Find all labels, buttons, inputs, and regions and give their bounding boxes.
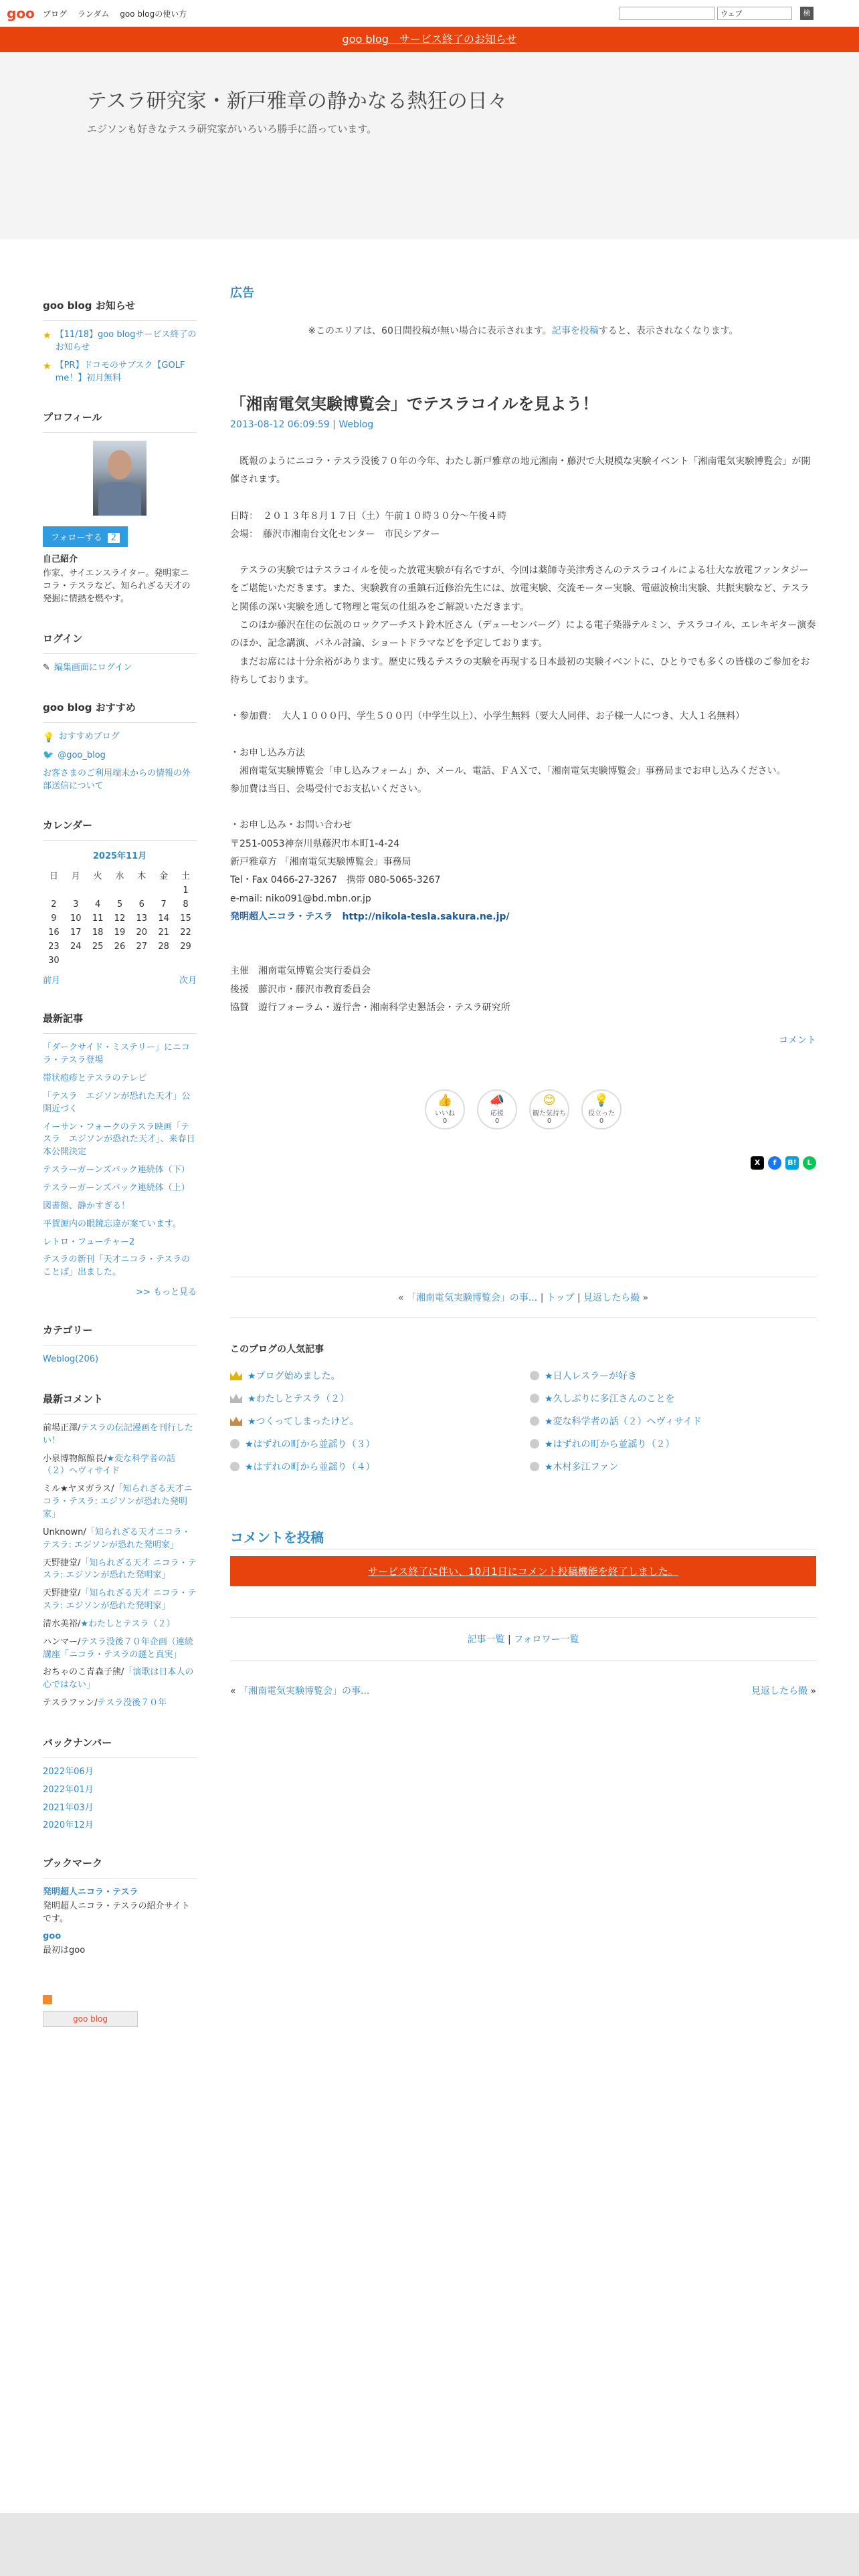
crown-icon [230, 1394, 242, 1403]
post-paragraph [230, 798, 816, 817]
day: 14 [158, 914, 169, 924]
next-month-link[interactable]: 次月 [179, 976, 197, 986]
post-paragraph [230, 726, 816, 744]
post-paragraph: Tel・Fax 0466-27-3267 携帯 080-5065-3267 [230, 875, 441, 886]
post-meta: 2013-08-12 06:09:59 | Weblog [230, 419, 374, 430]
post-paragraph: 湘南電気実験博覧会「申し込みフォーム」か、メール、電話、ＦＡＸで、「湘南電気実験博覧会」事務局までお申し込みください。 [230, 765, 786, 776]
pencil-icon: ✎ [43, 662, 50, 673]
calendar-section [43, 818, 197, 986]
comments-section [43, 1392, 197, 1710]
blog-description: エジソンも好きなテスラ研究家がいろいろ勝手に語っています。 [87, 123, 377, 135]
bulb-icon: 💡 [43, 732, 55, 743]
reaction-cheer[interactable]: 📣 応援 0 [477, 1089, 517, 1130]
external-info-link[interactable]: お客さまのご利用端末からの情報の外部送信について [43, 768, 191, 791]
day: 26 [114, 942, 126, 952]
prev-next-nav: « 「湘南電気実験博覧会」の事... 見返したら撮 » [230, 1686, 816, 1697]
day: 27 [136, 942, 148, 952]
comment-post-link[interactable]: 「演歌は日本人の心ではない」 [43, 1667, 194, 1691]
reaction-useful[interactable]: 💡 役立った 0 [581, 1089, 622, 1130]
backnumber-link[interactable]: 2021年03月 [43, 1802, 94, 1813]
comment-author: 清水美裕 [43, 1618, 78, 1629]
day [65, 954, 87, 968]
comment-author: テスラファン [43, 1698, 95, 1709]
popular-link[interactable]: ★はずれの町から並謡り（３） [245, 1439, 375, 1451]
popular-title: このブログの人気記事 [230, 1344, 324, 1356]
day [153, 883, 175, 897]
day: 23 [48, 942, 60, 952]
day: 13 [136, 914, 148, 924]
backnumber-link[interactable]: 2022年06月 [43, 1766, 94, 1777]
day: 28 [158, 942, 169, 952]
popular-link[interactable]: ★ブログ始めました。 [248, 1371, 341, 1382]
calendar-table [43, 867, 197, 968]
follow-button[interactable]: フォローする 2 [43, 526, 128, 547]
page-body [0, 239, 859, 2513]
post-paragraph: ・お申し込み・お問い合わせ [230, 820, 352, 831]
comment-item: ハンマー/テスラ没後７０年企画（連続講座「ニコラ・テスラの謎と真実」 [43, 1636, 193, 1660]
comment-post-link[interactable]: ★変な科学者の話（２）ヘヴィサイド [43, 1453, 176, 1477]
post-paragraph: このほか藤沢在住の伝説のロックアーチスト鈴木匠さん（デューセンバーグ）による電子楽器テルミン、テスラコイル、エレキギター演奏のほか、記念講演、パネル討論、ショートドラマなどを予定しております。 [230, 620, 816, 649]
backnumber-link[interactable]: 2020年12月 [43, 1820, 94, 1830]
line-share-icon[interactable]: L [803, 1156, 816, 1170]
prev-post-link[interactable]: 「湘南電気実験博覧会」の事... [239, 1686, 370, 1697]
popular-link[interactable]: ★木村多江ファン [545, 1462, 619, 1473]
post-pager: « 「湘南電気実験博覧会」の事... | トップ | 見返したら撮 » [230, 1277, 816, 1318]
login-section [43, 631, 197, 675]
comment-item: 小泉博物館館長/★変な科学者の話（２）ヘヴィサイド [43, 1453, 176, 1477]
bookmark-link[interactable]: goo [43, 1931, 62, 1942]
recent-post-link[interactable]: テスラーガーンズバック連続体（下） [43, 1165, 190, 1176]
popular-link[interactable]: ★久しぶりに多江さんのことを [545, 1394, 675, 1405]
next-post-link[interactable]: 見返したら撮 [583, 1293, 640, 1304]
more-posts-link[interactable]: >> もっと見る [136, 1287, 197, 1298]
day: 11 [92, 914, 104, 924]
footer [0, 2513, 859, 2576]
comment-post-link[interactable]: テスラの伝記漫画を刊行したい！ [43, 1422, 193, 1446]
day: 21 [158, 928, 169, 938]
ad-note: ※このエリアは、60日間投稿が無い場合に表示されます。記事を投稿すると、表示されなくなります。 [308, 326, 739, 336]
post-category-link[interactable]: Weblog [339, 419, 374, 430]
post-paragraph: 会場： 藤沢市湘南台文化センター 市民シアター [230, 528, 440, 540]
day: 29 [180, 942, 191, 952]
recent-post-link[interactable]: 「テスラ エジソンが恐れた天才」公開近づく [43, 1091, 191, 1114]
recent-section [43, 1011, 197, 1297]
main-content [230, 284, 816, 1697]
popular-link[interactable]: ★はずれの町から並謡り（２） [545, 1439, 675, 1451]
popular-list [230, 1369, 816, 1473]
backnumber-title: バックナンバー [43, 1735, 197, 1758]
comment-post-link[interactable]: 「知られざる天才 ニコラ・テスラ: エジソンが恐れた発明家」 [43, 1588, 197, 1612]
comment-author: 天野捷堂 [43, 1588, 78, 1599]
comment-author: Unknown [43, 1527, 84, 1537]
comment-post-link[interactable]: テスラ没後７０年企画（連続講座「ニコラ・テスラの謎と真実」 [43, 1636, 193, 1660]
rss-icon[interactable] [43, 1995, 52, 2004]
weekday: 水 [115, 871, 124, 882]
comment-author: 小泉博物館館長 [43, 1453, 104, 1464]
bookmark-title: ブックマーク [43, 1856, 197, 1879]
prev-month-link[interactable]: 前月 [43, 976, 61, 986]
popular-link[interactable]: ★わたしとテスラ（２） [248, 1394, 349, 1405]
rank-icon [530, 1394, 539, 1403]
day [87, 883, 109, 897]
top-link[interactable]: トップ [546, 1293, 575, 1304]
service-end-notice [0, 27, 859, 52]
rank-icon [530, 1462, 539, 1471]
post-paragraph: 既報のようにニコラ・テスラ没後７０年の今年、わたし新戸雅章の地元湘南・藤沢で大規模な実験イベント「湘南電気実験博覧会」が開催されます。 [230, 456, 811, 486]
lightbulb-icon: 💡 [593, 1093, 609, 1108]
day: 6 [138, 899, 145, 910]
megaphone-icon: 📣 [489, 1093, 505, 1108]
follow-count: 2 [108, 533, 120, 543]
recent-post-link[interactable]: テスラの新刊「天才ニコラ・テスラのことば」出ました。 [43, 1255, 190, 1278]
weekday: 木 [137, 871, 147, 882]
search-button[interactable]: 検 [800, 7, 814, 20]
category-title: カテゴリー [43, 1323, 197, 1346]
day [109, 954, 131, 968]
search-scope-select[interactable]: ウェブ [717, 7, 792, 20]
post-paragraph: ・お申し込み方法 [230, 747, 305, 758]
backnumber-link[interactable]: 2022年01月 [43, 1784, 94, 1795]
profile-title: プロフィール [43, 410, 197, 433]
rank-icon [530, 1416, 539, 1426]
search-input[interactable] [619, 7, 714, 20]
day: 20 [136, 928, 148, 938]
star-icon: ★ [43, 330, 52, 341]
comment-post-link[interactable]: テスラ没後７０年 [97, 1698, 167, 1709]
post-body [230, 453, 816, 1017]
ad-title: 広告 [230, 286, 254, 300]
post-list-link[interactable]: 記事一覧 [467, 1634, 505, 1646]
day: 10 [70, 914, 82, 924]
day: 4 [94, 899, 101, 910]
avatar[interactable] [93, 441, 147, 516]
announce-section [43, 298, 197, 385]
reaction-like[interactable]: 👍 いいね 0 [425, 1089, 465, 1130]
crown-icon [230, 1371, 242, 1380]
post-paragraph: まだお席には十分余裕があります。歴史に残るテスラの実験を再現する日本最初の実験イベントに、ひとりでも多くの皆様のご参加をお待ちしております。 [230, 656, 810, 685]
post-paragraph: 日時： ２０１３年８月１７日（土）午前１０時３０分〜午後４時 [230, 510, 506, 522]
comment-item: 前場正澤/テスラの伝記漫画を刊行したい！ [43, 1422, 193, 1446]
comments-title: 最新コメント [43, 1392, 197, 1414]
facebook-share-icon[interactable]: f [768, 1156, 781, 1170]
rank-icon [230, 1462, 240, 1471]
blog-header [0, 52, 859, 239]
day [130, 954, 153, 968]
comment-item: おちゃのこ青森子熊/「演歌は日本人の心ではない」 [43, 1667, 194, 1691]
post-comment-title: コメントを投稿 [230, 1527, 816, 1549]
nav-howto[interactable]: goo blogの使い方 [120, 9, 187, 19]
comment-post-link[interactable]: 「知られざる天才ニコラ・テスラ: エジソンが恐れた発明家」 [43, 1484, 193, 1519]
comment-item: 天野捷堂/「知られざる天才 ニコラ・テスラ: エジソンが恐れた発明家」 [43, 1588, 197, 1612]
org-line: 協賛 遊行フォーラム・遊行舎・湘南科学史懇話会・テスラ研究所 [230, 1002, 510, 1013]
weekday: 金 [159, 871, 169, 882]
backnumber-section [43, 1735, 197, 1830]
day [87, 954, 109, 968]
category-section [43, 1323, 197, 1366]
follower-list-link[interactable]: フォロワー一覧 [514, 1634, 579, 1646]
goo-blog-badge[interactable]: goo blog [43, 2011, 138, 2027]
x-share-icon[interactable]: X [751, 1156, 764, 1170]
smile-icon: 😊 [543, 1093, 556, 1108]
post-paragraph: 新戸雅章方 「湘南電気実験博覧会」事務局 [230, 857, 411, 868]
next-post-link[interactable]: 見返したら撮 [751, 1686, 807, 1697]
day: 18 [92, 928, 104, 938]
rank-icon [230, 1439, 240, 1448]
calendar-nav [43, 973, 197, 986]
day: 25 [92, 942, 104, 952]
announce-link[interactable]: 【PR】ドコモのサブスク【GOLF me！】初月無料 [55, 360, 185, 383]
recent-post-link[interactable]: 帯状疱疹とテスラのテレビ [43, 1073, 147, 1084]
announce-title: goo blog お知らせ [43, 298, 197, 321]
x-icon: 🐦 [43, 750, 54, 760]
comment-closed-notice[interactable]: サービス終了に伴い、10月1日にコメント投稿機能を終了しました。 [230, 1556, 816, 1586]
bookmark-desc: 発明超人ニコラ・テスラの紹介サイトです。 [43, 1901, 190, 1924]
weekday: 土 [181, 871, 191, 882]
day: 19 [114, 928, 126, 938]
top-nav [43, 8, 195, 19]
list-links: 記事一覧 | フォロワー一覧 [230, 1617, 816, 1661]
day [153, 954, 175, 968]
post-paragraph [230, 544, 816, 562]
star-icon: ★ [43, 360, 52, 372]
comment-item: 天野捷堂/「知られざる天才 ニコラ・テスラ: エジソンが恐れた発明家」 [43, 1558, 197, 1581]
day: 24 [70, 942, 82, 952]
day: 15 [180, 914, 191, 924]
day [65, 883, 87, 897]
comment-link[interactable]: コメント [779, 1035, 816, 1047]
intro-title: 自己紹介 [43, 554, 78, 565]
goo-logo[interactable]: goo [7, 5, 35, 21]
recent-post-link[interactable]: テスラーガーンズバック連続体（上） [43, 1183, 190, 1194]
post-paragraph [230, 490, 816, 508]
recommend-link[interactable]: @goo_blog [58, 750, 106, 760]
intro-text: 作家、サイエンスライター。発明家ニコラ・テスラなど、知られざる天才の発掘に情熱を燃やす。 [43, 568, 191, 604]
bookmark-section [43, 1856, 197, 1957]
popular-link[interactable]: ★変な科学者の話（２）ヘヴィサイド [545, 1416, 702, 1428]
comment-item: テスラファン/テスラ没後７０年 [43, 1698, 167, 1709]
day [175, 954, 197, 968]
rank-icon [530, 1371, 539, 1380]
calendar-title: カレンダー [43, 818, 197, 841]
day: 12 [114, 914, 126, 924]
comment-item: Unknown/「知られざる天才ニコラ・テスラ: エジソンが恐れた発明家」 [43, 1527, 191, 1550]
day: 16 [48, 928, 60, 938]
weekday: 日 [49, 871, 58, 882]
day: 9 [51, 914, 57, 924]
weekday: 月 [71, 871, 80, 882]
comment-author: おちゃのこ青森子熊 [43, 1667, 122, 1678]
day [43, 883, 65, 897]
comment-post-link[interactable]: ★わたしとテスラ（２） [80, 1618, 175, 1629]
comment-item: ミル★ヤヌガラス/「知られざる天才ニコラ・テスラ: エジソンが恐れた発明家」 [43, 1484, 193, 1519]
day: 3 [73, 899, 79, 910]
rank-icon [530, 1439, 539, 1448]
recent-title: 最新記事 [43, 1011, 197, 1034]
org-line: 後援 藤沢市・藤沢市教育委員会 [230, 984, 371, 995]
recent-post-link[interactable]: イーサン・フォークのテスラ映画「テスラ エジソンが恐れた天才」、来春日本公開決定 [43, 1121, 195, 1158]
bookmark-desc: 最初はgoo [43, 1945, 86, 1956]
login-title: ログイン [43, 631, 197, 654]
recent-post-link[interactable]: 平賀源内の眼鏡忘違が案ています。 [43, 1218, 181, 1229]
day: 7 [161, 899, 167, 910]
post-paragraph: テスラの実験ではテスラコイルを使った放電実験が有名ですが、今回は薬師寺美津秀さんのテスラコイルによる壮大な放電ファンタジーをご堪能いただきます。また、実験教育の重鎮石近修治先生には、放電実験、交流モーター実験、電磁波検出実験、共振実験など、テスラと関係の深い実験を通して物理と電気の仕組みをご解説いただきます。 [230, 565, 809, 613]
recommend-title: goo blog おすすめ [43, 700, 197, 723]
popular-link[interactable]: ★はずれの町から並謡り（４） [245, 1462, 375, 1473]
day: 17 [70, 928, 82, 938]
comment-author: 前場正澤 [43, 1422, 78, 1433]
backnumber-list[interactable] [43, 1766, 197, 1830]
hatena-share-icon[interactable]: B! [785, 1156, 799, 1170]
tesla-site-link[interactable]: 発明超人ニコラ・テスラ http://nikola-tesla.sakura.ne.jp/ [230, 911, 510, 922]
comment-post-link[interactable]: 「知られざる天才ニコラ・テスラ: エジソンが恐れた発明家」 [43, 1527, 191, 1550]
comment-post-link[interactable]: 「知られざる天才 ニコラ・テスラ: エジソンが恐れた発明家」 [43, 1558, 197, 1581]
recent-post-link[interactable]: レトロ・フューチャー2 [43, 1237, 135, 1247]
calendar-month[interactable]: 2025年11月 [92, 851, 147, 862]
share-buttons [230, 1156, 816, 1170]
comment-item: 清水美裕/★わたしとテスラ（２） [43, 1618, 175, 1629]
top-bar [0, 0, 859, 27]
post-paragraph: ・参加費： 大人１０００円、学生５００円（中学生以上）、小学生無料（要大人同伴、お子様一人につき、大人１名無料） [230, 711, 745, 722]
comment-author: ハンマー [43, 1636, 78, 1647]
nav-blog[interactable]: ブログ [43, 9, 68, 19]
recommend-section [43, 700, 197, 793]
post-article-link[interactable]: 記事を投稿 [551, 326, 599, 336]
day: 22 [180, 928, 191, 938]
post-paragraph: 参加費は当日、会場受付でお支払いください。 [230, 784, 427, 795]
post-paragraph: e-mail: niko091@bd.mbn.or.jp [230, 893, 371, 904]
org-line: 主催 湘南電気博覧会実行委員会 [230, 966, 371, 977]
recent-post-link[interactable]: 「ダークサイド・ミステリー」にニコラ・テスラ登場 [43, 1043, 190, 1066]
post-title[interactable]: 「湘南電気実験博覧会」でテスラコイルを見よう！ [230, 395, 599, 413]
recent-post-link[interactable]: 図書館、静かすぎる！ [43, 1200, 130, 1211]
popular-link[interactable]: ★日人レスラーが好き [545, 1371, 638, 1382]
day: 5 [116, 899, 123, 910]
bookmark-link[interactable]: 発明超人ニコラ・テスラ [43, 1887, 138, 1897]
day: 30 [48, 956, 60, 966]
day [109, 883, 131, 897]
profile-section [43, 410, 197, 605]
recommend-link[interactable]: おすすめブログ [58, 731, 120, 742]
category-link[interactable]: Weblog(206) [43, 1354, 99, 1365]
comment-author: 天野捷堂 [43, 1558, 78, 1568]
service-end-link[interactable]: goo blog サービス終了のお知らせ [342, 33, 517, 45]
day: 1 [183, 885, 189, 896]
login-link[interactable]: 編集画面にログイン [54, 662, 132, 673]
nav-random[interactable]: ランダム [77, 9, 110, 19]
weekday: 火 [93, 871, 102, 882]
day: 8 [183, 899, 189, 910]
comment-author: ミル★ヤヌガラス [43, 1484, 112, 1495]
day [130, 883, 153, 897]
announce-link[interactable]: 【11/18】goo blogサービス終了のお知らせ [55, 330, 197, 352]
post-date: 2013-08-12 06:09:59 [230, 419, 330, 430]
post-paragraph [230, 689, 816, 708]
prev-post-link[interactable]: 「湘南電気実験博覧会」の事... [406, 1293, 538, 1304]
thumbs-up-icon: 👍 [437, 1093, 453, 1108]
reaction-buttons [230, 1089, 816, 1130]
reaction-feel[interactable]: 😊 観た気持ち 0 [529, 1089, 569, 1130]
popular-link[interactable]: ★つくってしまったけど。 [248, 1416, 359, 1428]
blog-title[interactable]: テスラ研究家・新戸雅章の静かなる熱狂の日々 [87, 90, 508, 113]
crown-icon [230, 1416, 242, 1426]
day: 2 [51, 899, 57, 910]
post-paragraph: 〒251-0053神奈川県藤沢市本町1-4-24 [230, 838, 400, 849]
sidebar [43, 298, 197, 2027]
